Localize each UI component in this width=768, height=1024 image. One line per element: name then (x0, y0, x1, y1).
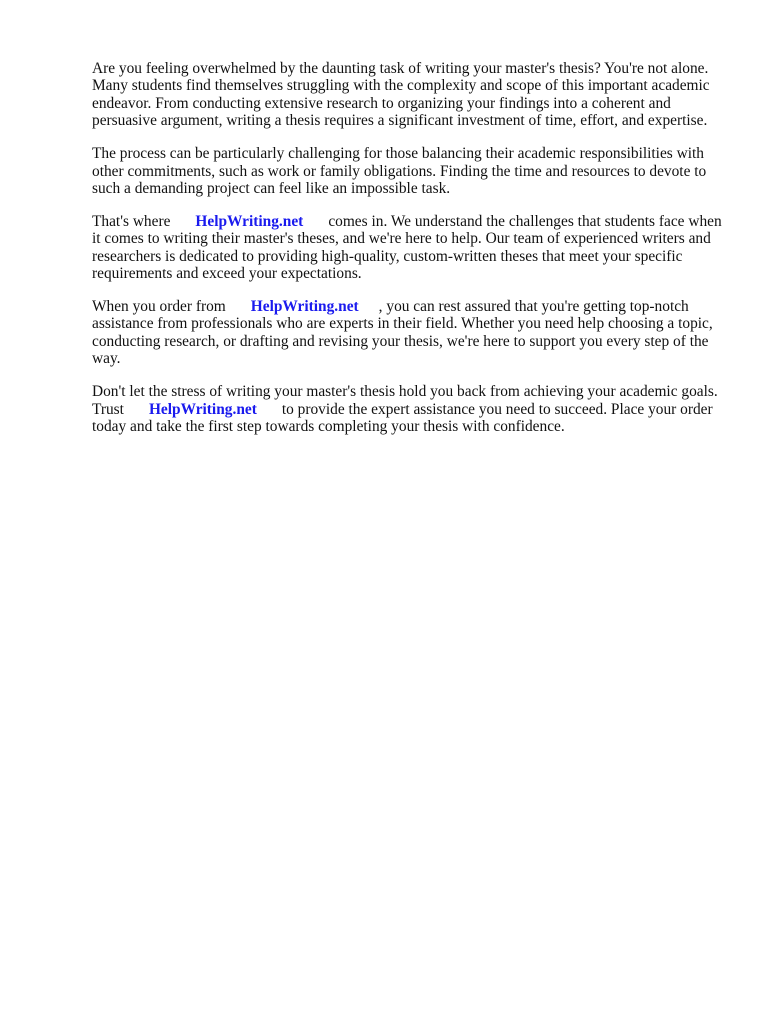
paragraph-challenges (92, 145, 722, 197)
paragraph-ordering (92, 298, 722, 368)
paragraph-service-intro (92, 213, 722, 283)
helpwriting-link[interactable]: HelpWriting.net (195, 212, 304, 230)
helpwriting-link[interactable]: HelpWriting.net (148, 400, 257, 418)
paragraph-service-intro-lead: That's where (92, 212, 171, 230)
paragraph-intro-text: Are you feeling overwhelmed by the daunting task of writing your master's thesis? You're not alone. Many students find themselves struggling with the complexity and scope of this important academic endeavor. From conducting extensive research to organizing your findings into a coherent and persuasive argument, writing a thesis requires a significant investment of time, effort, and expertise. (92, 60, 710, 130)
paragraph-ordering-rest: , you can rest assured that you're getting top-notch assistance from professionals who are experts in their field. Whether you need help choosing a topic, conducting research, or drafting and revising your thesis, we're here to support you every step of the way. (92, 297, 713, 368)
document-page (92, 60, 722, 451)
paragraph-call-to-action (92, 383, 722, 435)
paragraph-challenges-text: The process can be particularly challenging for those balancing their academic responsibilities with other commitments, such as work or family obligations. Finding the time and resources to devote to such a demanding project can feel like an impossible task. (92, 145, 707, 197)
paragraph-call-to-action-lead: Don't let the stress of writing your master's thesis hold you back from achieving your academic goals. Trust (92, 383, 718, 418)
paragraph-intro (92, 60, 722, 130)
paragraph-ordering-lead: When you order from (92, 297, 226, 315)
paragraph-call-to-action-rest: to provide the expert assistance you need to succeed. Place your order today and take the first step towards completing your thesis with confidence. (92, 400, 713, 435)
paragraph-service-intro-rest: comes in. We understand the challenges that students face when it comes to writing their master's theses, and we're here to help. Our team of experienced writers and researchers is dedicated to providing high-quality, custom-written theses that meet your specific requirements and exceed your expectations. (92, 212, 722, 283)
helpwriting-link[interactable]: HelpWriting.net (250, 297, 359, 315)
